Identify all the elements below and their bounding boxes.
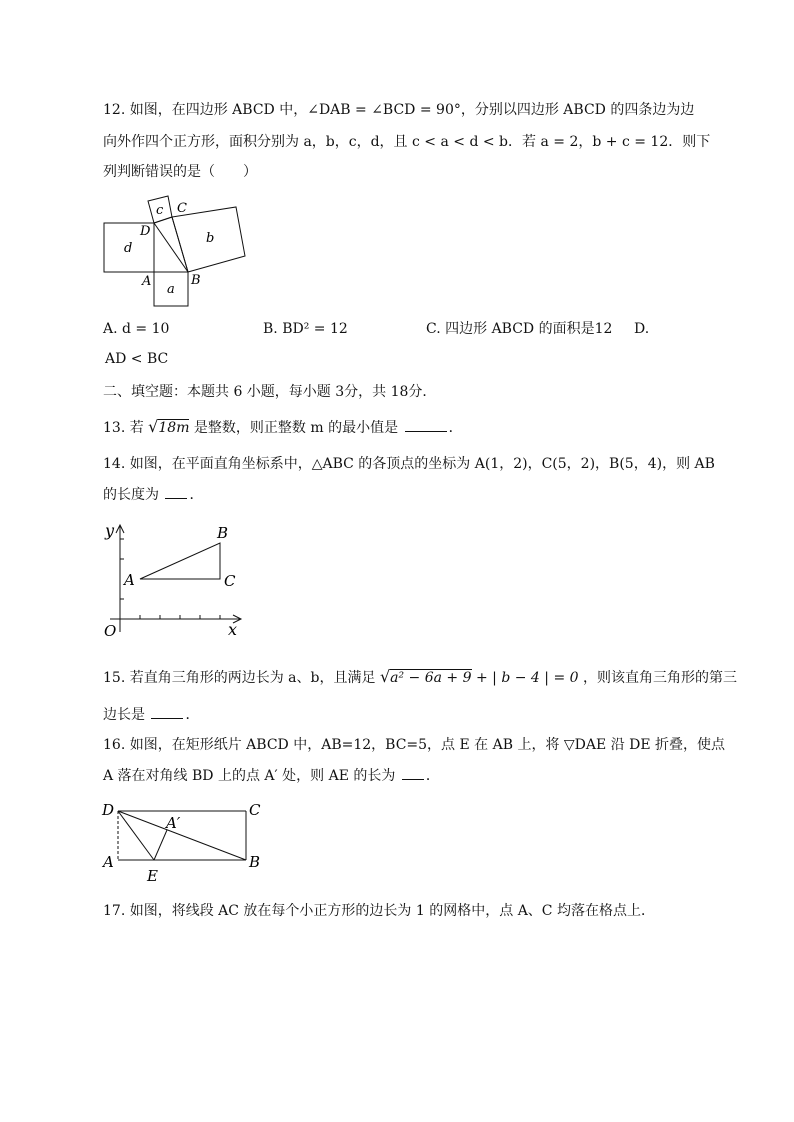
q15-line-2 — [103, 704, 199, 726]
diagonal-db — [118, 811, 246, 860]
q12-line-1: 12. 如图，在四边形 ABCD 中，∠DAB = ∠BCD = 90°，分别以四边形 ABCD 的四条边为边 — [103, 102, 695, 118]
q15-abs: + | b − 4 | = 0 — [475, 670, 579, 686]
q12-option-d-text: AD < BC — [105, 351, 169, 367]
q17-line-1: 17. 如图，将线段 AC 放在每个小正方形的边长为 1 的网格中，点 A、C 均落在格点上． — [103, 903, 655, 919]
label-c: C — [249, 801, 261, 819]
segment-ea-prime — [154, 830, 167, 860]
label-c-small: c — [156, 203, 164, 218]
q15-post: ，则该直角三角形的第三 — [583, 670, 737, 686]
label-vertex-a: A — [142, 274, 152, 289]
q15-line-2-pre: 边长是 — [103, 707, 145, 723]
q15-line-2-end: ． — [185, 707, 200, 723]
q15-answer-blank[interactable] — [151, 704, 183, 719]
label-b: B — [249, 853, 261, 871]
q16-figure — [100, 797, 275, 887]
q16-line-2-pre: A 落在对角线 BD 上的点 A′ 处，则 AE 的长为 — [103, 768, 396, 784]
label-vertex-d: D — [140, 224, 151, 239]
quadrilateral-abcd — [154, 217, 188, 272]
q15-pre: 15. 若直角三角形的两边长为 a、b，且满足 — [103, 670, 376, 686]
q12-option-d-letter: D. — [634, 321, 650, 337]
label-d: D — [102, 801, 115, 819]
label-x: x — [228, 620, 238, 639]
label-b-small: b — [206, 231, 215, 246]
q14-figure — [100, 520, 250, 645]
label-d-small: d — [124, 241, 133, 256]
q16-answer-blank[interactable] — [402, 765, 424, 780]
q13-line — [103, 416, 463, 439]
q14-line-2 — [103, 484, 203, 506]
diagonal-bd — [154, 223, 188, 272]
q12-line-3: 列判断错误的是（ ） — [103, 164, 257, 180]
q16-line-2-end: ． — [425, 768, 440, 784]
label-y: y — [105, 521, 115, 540]
q12-figure — [100, 190, 260, 310]
q16-line-1: 16. 如图，在矩形纸片 ABCD 中，AB=12，BC=5，点 E 在 AB 上，将 ▽DAE 沿 DE 折叠，使点 — [103, 737, 726, 753]
label-b: B — [217, 524, 229, 542]
q13-pre: 13. 若 — [103, 420, 144, 436]
label-c: C — [224, 572, 236, 590]
q12-option-a: A. d = 10 — [103, 321, 170, 337]
q13-sqrt-sign: √ — [148, 417, 159, 436]
label-o: O — [104, 622, 117, 640]
q14-line-2-pre: 的长度为 — [103, 487, 159, 503]
q15-line-1 — [103, 666, 737, 689]
q12-line-2: 向外作四个正方形，面积分别为 a，b，c，d，且 c < a < d < b．若 a = 2，b + c = 12．则下 — [103, 134, 711, 150]
label-a-prime: A′ — [166, 814, 181, 832]
q13-post: 是整数，则正整数 m 的最小值是 — [193, 420, 399, 436]
q15-radicand: a² − 6a + 9 — [390, 670, 472, 686]
q13-answer-blank[interactable] — [405, 417, 447, 432]
q13-end: ． — [448, 420, 463, 436]
q14-line-2-end: ． — [189, 487, 204, 503]
q15-sqrt-sign: √ — [379, 667, 391, 686]
label-e: E — [147, 867, 158, 885]
q14-answer-blank[interactable] — [165, 484, 187, 499]
label-a: A — [124, 571, 135, 589]
q14-line-1: 14. 如图，在平面直角坐标系中，△ABC 的各顶点的坐标为 A(1，2)，C(5，2)，B(5，4)，则 AB — [103, 456, 715, 472]
q16-line-2 — [103, 765, 440, 787]
triangle-abc — [140, 543, 220, 579]
label-vertex-c: C — [177, 201, 187, 216]
section-2-title: 二、填空题：本题共 6 小题，每小题 3分，共 18分． — [103, 384, 437, 400]
q12-option-c: C. 四边形 ABCD 的面积是12 — [426, 321, 613, 337]
q13-radicand: 18m — [158, 420, 190, 436]
label-a-small: a — [167, 282, 175, 297]
label-vertex-b: B — [191, 273, 201, 288]
q12-option-b: B. BD² = 12 — [263, 321, 348, 337]
label-a: A — [103, 853, 114, 871]
